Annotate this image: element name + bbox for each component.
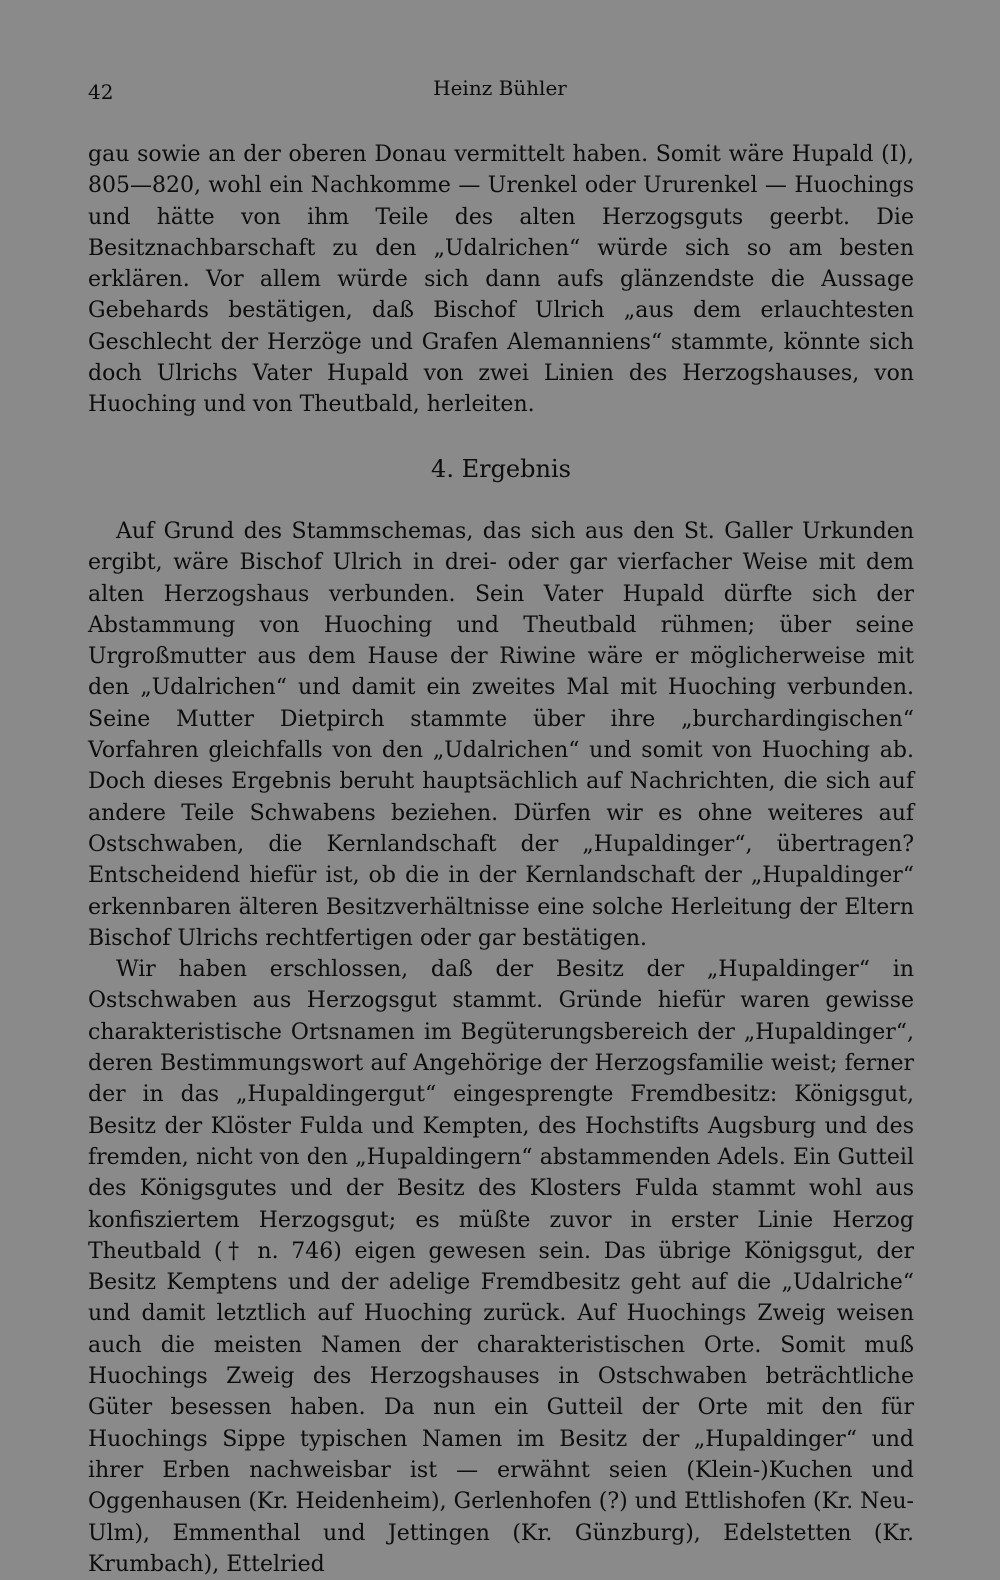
paragraph-continuation: gau sowie an der oberen Donau vermittelt haben. Somit wäre Hupald (I), 805—820, wohl ein Nachkomme — Urenkel oder Ururenkel — Huochings und hätte von ihm Teile des alten Herzogsguts geerbt. Die Besitznachbarschaft zu den „Udalrichen“ würde sich so am besten erklären. Vor allem würde sich dann aufs glänzendste die Aussage Gebehards bestätigen, daß Bischof Ulrich „aus dem erlauchtesten Geschlecht der Herzöge und Grafen Alemanniens“ stammte, könnte sich doch Ulrichs Vater Hupald von zwei Linien des Herzogshauses, von Huoching und von Theutbald, herleiten. bbox=[88, 142, 914, 418]
paragraph: Auf Grund des Stammschemas, das sich aus den St. Galler Urkunden ergibt, wäre Bischof Ulrich in drei- oder gar vierfacher Weise mit dem alten Herzogshaus verbunden. Sein Vater Hupald dürfte sich der Abstammung von Huoching und Theutbald rühmen; über seine Urgroßmutter aus dem Hause der Riwine wäre er möglicherweise mit den „Udalrichen“ und damit ein zweites Mal mit Huoching verbunden. Seine Mutter Dietpirch stammte über ihre „burchardingischen“ Vorfahren gleichfalls von den „Udalrichen“ und somit von Huoching ab. Doch dieses Ergebnis beruht hauptsächlich auf Nachrichten, die sich auf andere Teile Schwabens beziehen. Dürfen wir es ohne weiteres auf Ostschwaben, die Kernlandschaft der „Hupaldinger“, übertragen? Entscheidend hiefür ist, ob die in der Kernlandschaft der „Hupaldinger“ erkennbaren älteren Besitzverhältnisse eine solche Herleitung der Eltern Bischof Ulrichs rechtfertigen oder gar bestätigen. bbox=[88, 519, 914, 951]
body-text-section bbox=[88, 516, 914, 1580]
running-head: Heinz Bühler bbox=[433, 76, 567, 100]
body-text-top bbox=[88, 139, 914, 421]
page-number: 42 bbox=[88, 80, 114, 104]
page-header bbox=[88, 76, 912, 106]
paragraph: Wir haben erschlossen, daß der Besitz der „Hupaldinger“ in Ostschwaben aus Herzogsgut stammt. Gründe hiefür waren gewisse charakteristische Ortsnamen im Begüterungsbereich der „Hupaldinger“, deren Bestimmungswort auf Angehörige der Herzogsfamilie weist; ferner der in das „Hupaldingergut“ eingesprengte Fremdbesitz: Königsgut, Besitz der Klöster Fulda und Kempten, des Hochstifts Augsburg und des fremden, nicht von den „Hupaldingern“ abstammenden Adels. Ein Gutteil des Königsgutes und der Besitz des Klosters Fulda stammt wohl aus konfisziertem Herzogsgut; es müßte zuvor in erster Linie Herzog Theutbald († n. 746) eigen gewesen sein. Das übrige Königsgut, der Besitz Kemptens und der adelige Fremdbesitz geht auf die „Udalriche“ und damit letztlich auf Huoching zurück. Auf Huochings Zweig weisen auch die meisten Namen der charakteristischen Orte. Somit muß Huochings Zweig des Herzogshauses in Ostschwaben beträchtliche Güter besessen haben. Da nun ein Gutteil der Orte mit den für Huochings Sippe typischen Namen im Besitz der „Hupaldinger“ und ihrer Erben nachweisbar ist — erwähnt seien (Klein-)Kuchen und Oggenhausen (Kr. Heidenheim), Gerlenhofen (?) und Ettlishofen (Kr. Neu-Ulm), Emmenthal und Jettingen (Kr. Günzburg), Edelstetten (Kr. Krumbach), Ettelried bbox=[88, 957, 914, 1577]
section-heading: 4. Ergebnis bbox=[431, 455, 571, 483]
